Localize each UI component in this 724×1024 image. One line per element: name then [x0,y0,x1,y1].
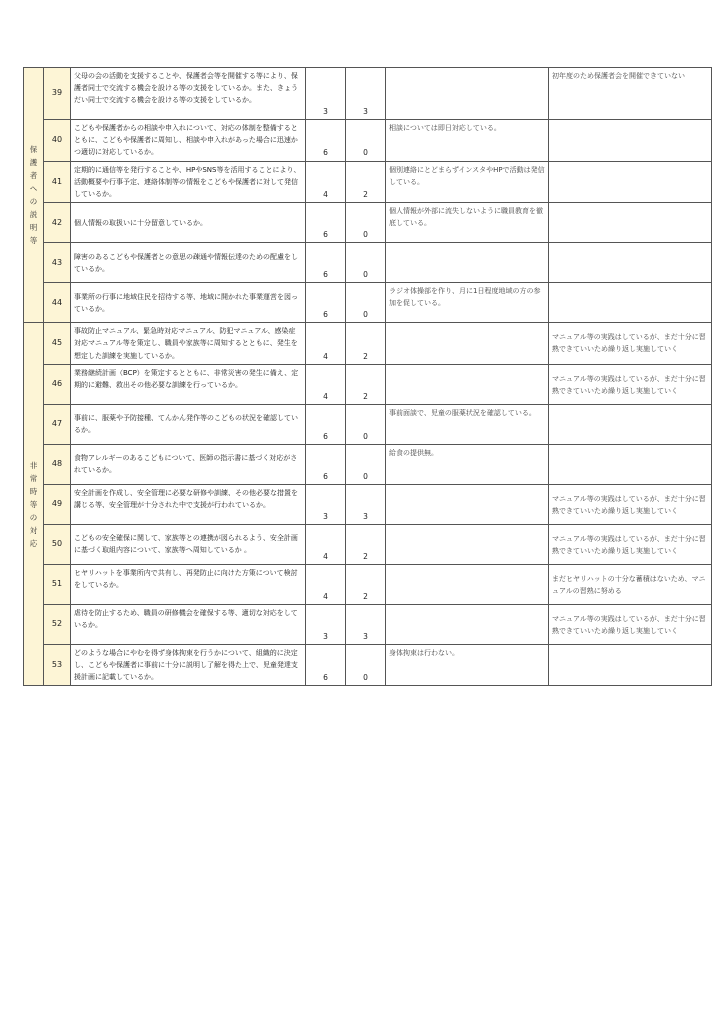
no-count: 0 [346,120,386,162]
table-row [24,564,712,604]
remark-text [386,564,549,604]
item-text: どのような場合にやむを得ず身体拘束を行うかについて、組織的に決定し、こどもや保護者に事前に十分に説明し了解を得た上で、児童発達支援計画に記載しているか。 [71,644,306,686]
no-count: 0 [346,404,386,444]
item-text: こどもの安全確保に関して、家族等との連携が図られるよう、安全計画に基づく取組内容について、家族等へ周知しているか 。 [71,524,306,564]
no-count: 0 [346,283,386,323]
item-number: 41 [44,161,71,203]
item-text: 虐待を防止するため、職員の研修機会を確保する等、適切な対応をしているか。 [71,604,306,644]
yes-count: 3 [306,68,346,120]
improvement-plan-text [549,283,712,323]
remark-text: 個人情報が外部に流失しないように職員教育を徹底している。 [386,203,549,243]
table-row [24,68,712,120]
improvement-plan-text: 初年度のため保護者会を開催できていない [549,68,712,120]
yes-count: 6 [306,644,346,686]
remark-text: ラジオ体操部を作り、月に1日程度地域の方の参加を促している。 [386,283,549,323]
yes-count: 4 [306,323,346,365]
remark-text: 個別連絡にとどまらずインスタやHPで活動は発信している。 [386,161,549,203]
yes-count: 6 [306,444,346,484]
yes-count: 3 [306,604,346,644]
yes-count: 6 [306,404,346,444]
table-row [24,283,712,323]
remark-text [386,524,549,564]
table-row [24,404,712,444]
item-text: 定期的に通信等を発行することや、HPやSNS等を活用することにより、活動概要や行事予定、連絡体制等の情報をこどもや保護者に対して発信しているか。 [71,161,306,203]
yes-count: 4 [306,364,346,404]
remark-text [386,68,549,120]
no-count: 0 [346,644,386,686]
yes-count: 6 [306,243,346,283]
no-count: 2 [346,364,386,404]
yes-count: 4 [306,161,346,203]
item-number: 42 [44,203,71,243]
category-label: 保護者への説明等 [29,145,38,245]
no-count: 2 [346,564,386,604]
remark-text: 事前面談で、児童の服薬状況を確認している。 [386,404,549,444]
remark-text [386,484,549,524]
item-text: 障害のあるこどもや保護者との意思の疎通や情報伝達のための配慮をしているか。 [71,243,306,283]
evaluation-table-body [24,68,712,686]
yes-count: 4 [306,524,346,564]
remark-text: 給食の提供無。 [386,444,549,484]
improvement-plan-text: マニュアル等の実践はしているが、まだ十分に習熟できていいため繰り返し実施していく [549,364,712,404]
no-count: 2 [346,323,386,365]
improvement-plan-text: マニュアル等の実践はしているが、まだ十分に習熟できていいため繰り返し実施していく [549,604,712,644]
no-count: 2 [346,161,386,203]
item-text: 業務継続計画（BCP）を策定するとともに、非常災害の発生に備え、定期的に避難、救出その他必要な訓練を行っているか。 [71,364,306,404]
item-number: 40 [44,120,71,162]
improvement-plan-text: マニュアル等の実践はしているが、まだ十分に習熟できていいため繰り返し実施していく [549,323,712,365]
no-count: 3 [346,68,386,120]
item-number: 48 [44,444,71,484]
table-row [24,484,712,524]
item-number: 44 [44,283,71,323]
item-text: 事業所の行事に地域住民を招待する等、地域に開かれた事業運営を図っているか。 [71,283,306,323]
remark-text: 身体拘束は行わない。 [386,644,549,686]
improvement-plan-text [549,644,712,686]
item-number: 49 [44,484,71,524]
remark-text [386,243,549,283]
table-row [24,604,712,644]
yes-count: 6 [306,283,346,323]
item-number: 45 [44,323,71,365]
table-row [24,644,712,686]
category-cell [24,323,44,686]
item-text: 父母の会の活動を支援することや、保護者会等を開催する等により、保護者同士で交流する機会を設ける等の支援をしているか。また、きょうだい同士で交流する機会を設ける等の支援をしているか。 [71,68,306,120]
item-number: 43 [44,243,71,283]
improvement-plan-text [549,444,712,484]
yes-count: 4 [306,564,346,604]
improvement-plan-text: マニュアル等の実践はしているが、まだ十分に習熟できていいため繰り返し実施していく [549,484,712,524]
table-row [24,444,712,484]
item-number: 53 [44,644,71,686]
remark-text: 相談については即日対応している。 [386,120,549,162]
table-row [24,161,712,203]
no-count: 3 [346,484,386,524]
item-number: 46 [44,364,71,404]
improvement-plan-text [549,243,712,283]
remark-text [386,364,549,404]
item-text: 事前に、服薬や予防接種、てんかん発作等のこどもの状況を確認しているか。 [71,404,306,444]
item-text: 事故防止マニュアル、緊急時対応マニュアル、防犯マニュアル、感染症対応マニュアル等を策定し、職員や家族等に周知するとともに、発生を想定した訓練を実施しているか。 [71,323,306,365]
item-text: 安全計画を作成し、安全管理に必要な研修や訓練、その他必要な措置を講じる等、安全管理が十分された中で支援が行われているか。 [71,484,306,524]
improvement-plan-text [549,120,712,162]
item-text: こどもや保護者からの相談や申入れについて、対応の体制を整備するとともに、こどもや保護者に周知し、相談や申入れがあった場合に迅速かつ適切に対応しているか。 [71,120,306,162]
no-count: 3 [346,604,386,644]
no-count: 0 [346,243,386,283]
no-count: 0 [346,444,386,484]
improvement-plan-text [549,404,712,444]
improvement-plan-text [549,161,712,203]
table-row [24,203,712,243]
item-number: 52 [44,604,71,644]
yes-count: 3 [306,484,346,524]
table-row [24,323,712,365]
evaluation-table [23,67,712,686]
no-count: 2 [346,524,386,564]
table-row [24,243,712,283]
improvement-plan-text: マニュアル等の実践はしているが、まだ十分に習熟できていいため繰り返し実施していく [549,524,712,564]
improvement-plan-text: まだヒヤリハットの十分な蓄積はないため、マニュアルの習熟に努める [549,564,712,604]
table-row [24,524,712,564]
category-cell [24,68,44,323]
table-row [24,364,712,404]
item-number: 51 [44,564,71,604]
item-number: 50 [44,524,71,564]
item-number: 47 [44,404,71,444]
evaluation-sheet [23,67,706,686]
remark-text [386,323,549,365]
item-text: 個人情報の取扱いに十分留意しているか。 [71,203,306,243]
no-count: 0 [346,203,386,243]
yes-count: 6 [306,120,346,162]
item-text: ヒヤリハットを事業所内で共有し、再発防止に向けた方策について検討をしているか。 [71,564,306,604]
item-number: 39 [44,68,71,120]
yes-count: 6 [306,203,346,243]
item-text: 食物アレルギーのあるこどもについて、医師の指示書に基づく対応がされているか。 [71,444,306,484]
remark-text [386,604,549,644]
table-row [24,120,712,162]
category-label: 非常時等の対応 [29,460,38,548]
improvement-plan-text [549,203,712,243]
